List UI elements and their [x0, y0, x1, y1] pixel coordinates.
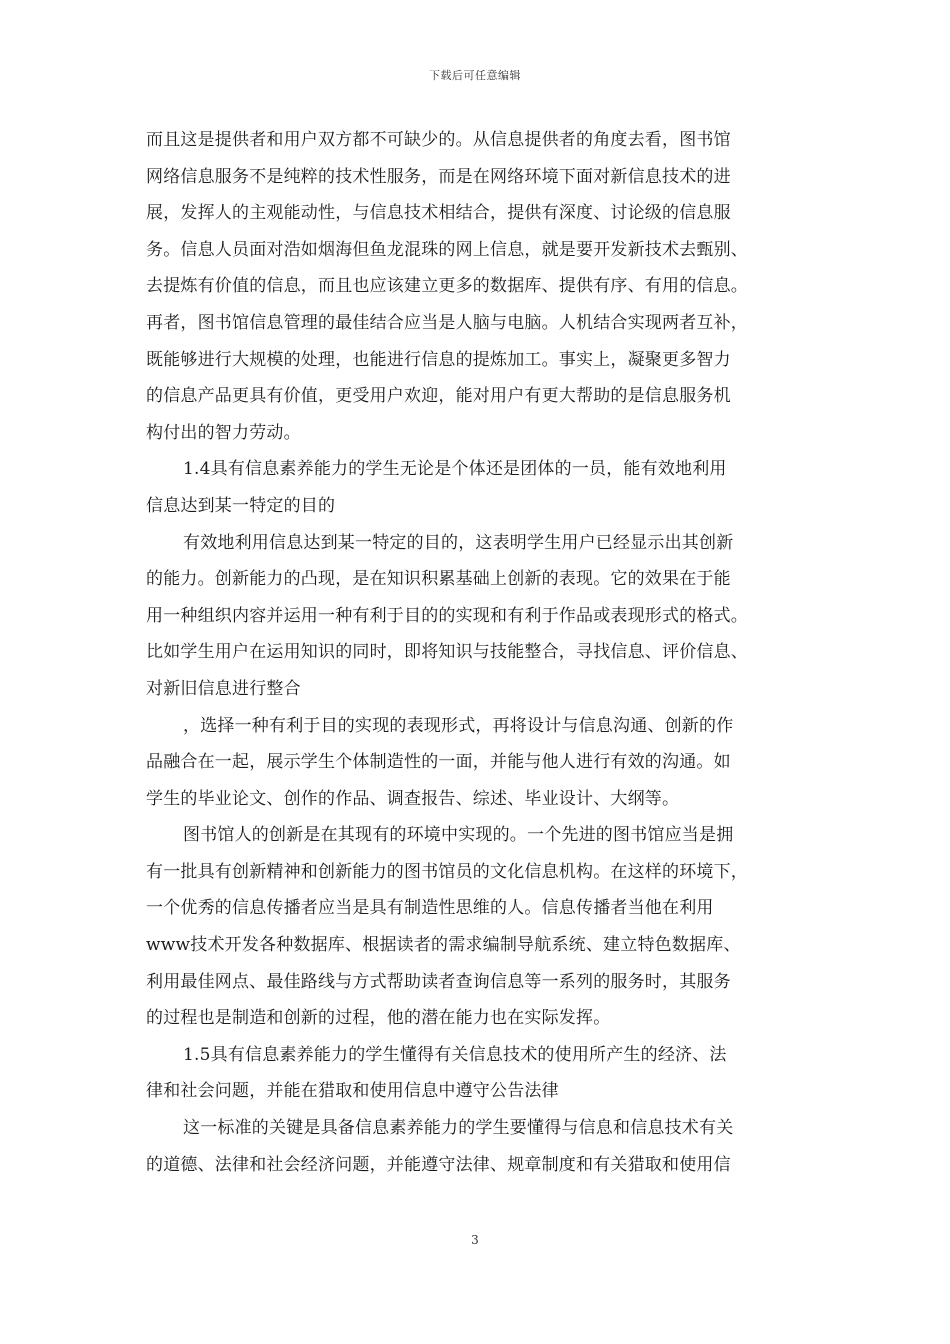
text-line: 的道德、法律和社会经济问题，并能遵守法律、规章制度和有关猎取和使用信 [146, 1154, 731, 1175]
text-line: 的过程也是制造和创新的过程，他的潜在能力也在实际发挥。 [146, 1008, 611, 1029]
text-line: 务。信息人员面对浩如烟海但鱼龙混珠的网上信息，就是要开发新技术去甄别、 [146, 239, 748, 260]
text-line: 网络信息服务不是纯粹的技术性服务，而是在网络环境下面对新信息技术的进 [146, 166, 731, 187]
text-line: 的能力。创新能力的凸现，是在知识积累基础上创新的表现。它的效果在于能 [146, 569, 731, 590]
text-line: 既能够进行大规模的处理，也能进行信息的提炼加工。事实上，凝聚更多智力 [146, 349, 731, 370]
text-line: 构付出的智力劳动。 [146, 422, 301, 443]
text-line: www技术开发各种数据库、根据读者的需求编制导航系统、建立特色数据库、 [146, 935, 741, 956]
text-line: 学生的毕业论文、创作的作品、调查报告、综述、毕业设计、大纲等。 [146, 788, 680, 809]
text-line: 这一标准的关键是具备信息素养能力的学生要懂得与信息和信息技术有关 [183, 1118, 734, 1139]
text-line: 再者，图书馆信息管理的最佳结合应当是人脑与电脑。人机结合实现两者互补， [146, 312, 748, 333]
text-line: 展，发挥人的主观能动性，与信息技术相结合，提供有深度、讨论级的信息服 [146, 203, 731, 224]
text-line: 品融合在一起，展示学生个体制造性的一面，并能与他人进行有效的沟通。如 [146, 752, 731, 773]
text-line: 去提炼有价值的信息，而且也应该建立更多的数据库、提供有序、有用的信息。 [146, 276, 748, 297]
text-line: 比如学生用户在运用知识的同时，即将知识与技能整合，寻找信息、评价信息、 [146, 642, 748, 663]
text-line: 信息达到某一特定的目的 [146, 495, 336, 516]
text-line: 利用最佳网点、最佳路线与方式帮助读者查询信息等一系列的服务时，其服务 [146, 971, 731, 992]
text-line: 律和社会问题，并能在猎取和使用信息中遵守公告法律 [146, 1081, 559, 1102]
text-line: 1.5具有信息素养能力的学生懂得有关信息技术的使用所产生的经济、法 [183, 1044, 727, 1065]
text-line: 一个优秀的信息传播者应当是具有制造性思维的人。信息传播者当他在利用 [146, 898, 714, 919]
page-number: 3 [471, 1233, 479, 1247]
text-line: 对新旧信息进行整合 [146, 678, 301, 699]
text-line: ，选择一种有利于目的实现的表现形式，再将设计与信息沟通、创新的作 [183, 715, 734, 736]
text-line: 有一批具有创新精神和创新能力的图书馆员的文化信息机构。在这样的环境下， [146, 861, 748, 882]
document-body [146, 122, 808, 1183]
page-header: 下载后可任意编辑 [429, 69, 521, 82]
text-line: 用一种组织内容并运用一种有利于目的的实现和有利于作品或表现形式的格式。 [146, 605, 748, 626]
text-line: 有效地利用信息达到某一特定的目的，这表明学生用户已经显示出其创新 [183, 532, 734, 553]
text-line: 的信息产品更具有价值，更受用户欢迎，能对用户有更大帮助的是信息服务机 [146, 386, 731, 407]
text-line: 1.4具有信息素养能力的学生无论是个体还是团体的一员，能有效地利用 [183, 459, 727, 480]
text-line: 图书馆人的创新是在其现有的环境中实现的。一个先进的图书馆应当是拥 [183, 825, 734, 846]
text-line: 而且这是提供者和用户双方都不可缺少的。从信息提供者的角度去看，图书馆 [146, 130, 731, 150]
